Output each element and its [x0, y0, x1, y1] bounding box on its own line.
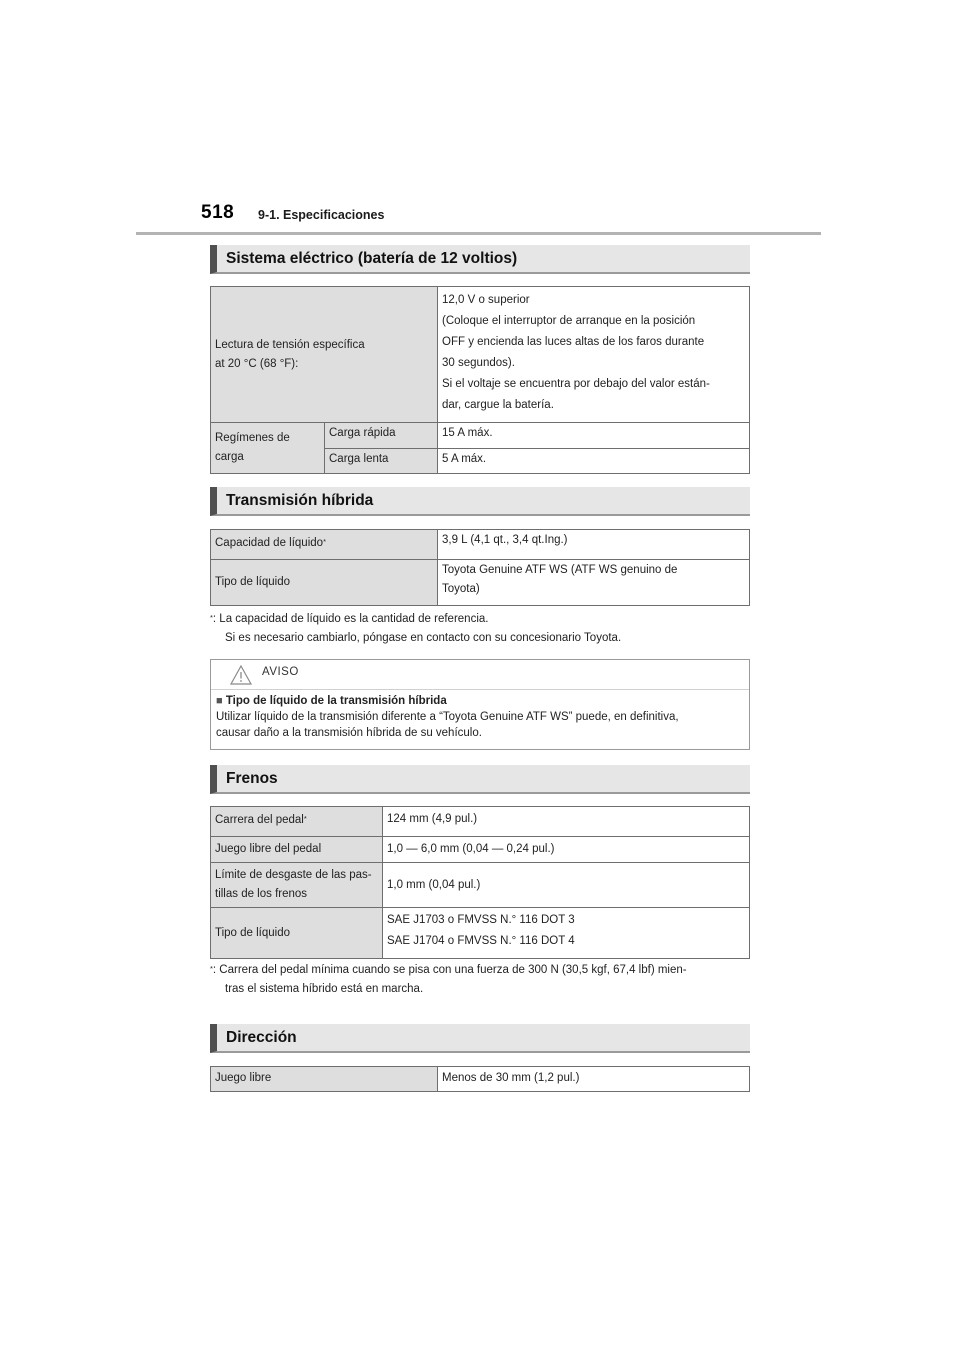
rate-label: Carga lenta	[325, 448, 438, 474]
charge-label: Regímenes de carga	[211, 423, 325, 474]
warning-box	[210, 659, 750, 750]
brake-fluid-value: SAE J1703 o FMVSS N.° 116 DOT 3 SAE J1704 o FMVSS N.° 116 DOT 4	[383, 908, 750, 959]
voltage-value: 12,0 V o superior (Coloque el interruptor de arranque en la posición OFF y encienda las luces altas de los faros durante 30 segundos). Si el voltaje se encuentra por debajo del valor están- dar, cargue la batería.	[438, 287, 750, 423]
rate-label: Carga rápida	[325, 423, 438, 449]
section-brakes-heading: Frenos	[210, 765, 750, 794]
table-row	[211, 908, 750, 959]
table-row	[211, 530, 750, 560]
table-row	[211, 863, 750, 908]
table-row	[211, 807, 750, 837]
steering-freeplay-label: Juego libre	[211, 1067, 438, 1092]
warning-triangle-icon	[230, 665, 252, 685]
fluid-type-value: Toyota Genuine ATF WS (ATF WS genuino de Toyota)	[438, 560, 750, 606]
warning-text: causar daño a la transmisión híbrida de su vehículo.	[216, 727, 482, 739]
chapter-title: 9-1. Especificaciones	[258, 208, 385, 222]
warning-subtitle: ■ Tipo de líquido de la transmisión híbrida	[216, 695, 447, 707]
table-row	[211, 837, 750, 863]
voltage-label: Lectura de tensión específica at 20 °C (68 °F):	[211, 287, 438, 423]
brakes-footnote: *: Carrera del pedal mínima cuando se pisa con una fuerza de 300 N (30,5 kgf, 67,4 lbf) mien- tras el sistema híbrido está en marcha.	[210, 964, 687, 995]
fluid-capacity-label: Capacidad de líquido*	[211, 530, 438, 560]
transmission-table	[210, 529, 750, 606]
table-row	[211, 560, 750, 606]
rate-value: 5 A máx.	[438, 448, 750, 474]
pedal-travel-label: Carrera del pedal*	[211, 807, 383, 837]
pedal-freeplay-label: Juego libre del pedal	[211, 837, 383, 863]
fluid-type-label: Tipo de líquido	[211, 560, 438, 606]
electrical-table	[210, 286, 750, 474]
section-transmission-heading: Transmisión híbrida	[210, 487, 750, 516]
brakes-table	[210, 806, 750, 959]
fluid-capacity-value: 3,9 L (4,1 qt., 3,4 qt.Ing.)	[438, 530, 750, 560]
rate-value: 15 A máx.	[438, 423, 750, 449]
brake-fluid-label: Tipo de líquido	[211, 908, 383, 959]
table-row	[211, 287, 750, 423]
steering-table	[210, 1066, 750, 1092]
steering-freeplay-value: Menos de 30 mm (1,2 pul.)	[438, 1067, 750, 1092]
warning-title: AVISO	[262, 666, 299, 678]
table-row	[211, 1067, 750, 1092]
transmission-footnote: *: La capacidad de líquido es la cantidad de referencia. Si es necesario cambiarlo, póngase en contacto con su concesionario Toyota.	[210, 613, 622, 644]
table-row	[211, 423, 750, 449]
page-number: 518	[201, 202, 235, 223]
section-electrical-heading: Sistema eléctrico (batería de 12 voltios)	[210, 245, 750, 274]
pad-wear-label: Límite de desgaste de las pas- tillas de los frenos	[211, 863, 383, 908]
header-divider	[136, 232, 821, 235]
section-steering-heading: Dirección	[210, 1024, 750, 1053]
pedal-travel-value: 124 mm (4,9 pul.)	[383, 807, 750, 837]
pedal-freeplay-value: 1,0 — 6,0 mm (0,04 — 0,24 pul.)	[383, 837, 750, 863]
warning-text: Utilizar líquido de la transmisión diferente a “Toyota Genuine ATF WS” puede, en definitiva,	[216, 711, 679, 723]
pad-wear-value: 1,0 mm (0,04 pul.)	[383, 863, 750, 908]
